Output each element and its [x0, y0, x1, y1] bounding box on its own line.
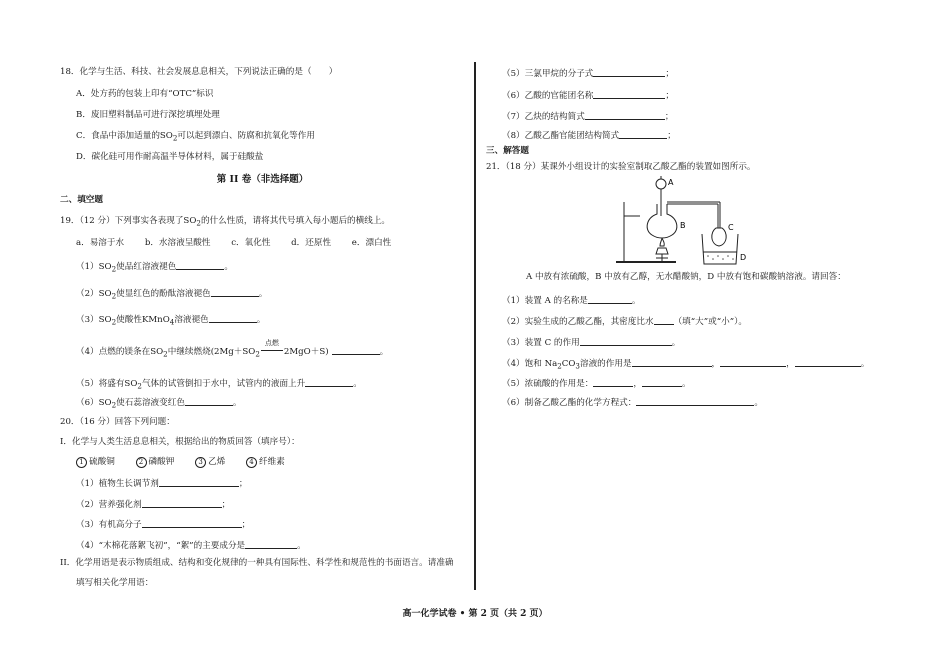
answer-blank[interactable]: [305, 377, 353, 387]
q21-s6: （6）制备乙酸乙酯的化学方程式： 。: [502, 398, 763, 408]
answer-blank[interactable]: [619, 129, 667, 139]
q20-item: 4 纤维素: [246, 457, 285, 467]
label-c: C: [728, 223, 734, 232]
q20-item: 2 磷酸钾: [136, 457, 175, 467]
answer-blank[interactable]: [588, 294, 632, 304]
q20-part1: I．化学与人类生活息息相关，根据给出的物质回答（填序号）：: [60, 437, 300, 447]
answer-blank[interactable]: [642, 377, 682, 387]
heading-fill-blank: 二、填空题: [60, 195, 103, 205]
q21-s2: （2）实验生成的乙酸乙酯，其密度比水 （填“大”或“小”）。: [502, 317, 747, 327]
q19-options: [76, 238, 409, 249]
apparatus-diagram: [616, 172, 756, 268]
q20-part2-line2: 填写相关化学用语：: [76, 578, 154, 588]
q19-stem: 19．（12 分）下列事实各表现了$SO_2$的什么性质，请将其代号填入每小题后的横线上。: [60, 216, 391, 228]
q19-option: d．还原性: [291, 238, 332, 248]
answer-blank[interactable]: [176, 260, 224, 270]
answer-blank[interactable]: [720, 357, 786, 367]
q19-option: e．漂白性: [351, 238, 392, 248]
q20-s8: （8）乙酸乙酯官能团结构简式 ；: [502, 131, 676, 141]
q21-s1: （1）装置 A 的名称是 。: [502, 296, 641, 306]
section2-title: 第 II 卷（非选择题）: [216, 174, 309, 185]
q19-s5: （5）将盛有$SO_2$气体的试管倒扣于水中，试管内的液面上升 。: [76, 379, 362, 391]
answer-blank[interactable]: [632, 357, 712, 367]
answer-blank[interactable]: [585, 110, 665, 120]
q20-item: 1 硫酸铜: [76, 457, 115, 467]
q20-items: [76, 457, 303, 468]
answer-blank[interactable]: [142, 518, 242, 528]
q18-option-a: A．处方药的包装上印有“OTC”标识: [76, 89, 214, 99]
answer-blank[interactable]: [580, 336, 672, 346]
answer-blank[interactable]: [593, 377, 633, 387]
q19-s3: $(3)SO_2$使酸性KMnO$_4$溶液褪色 。: [76, 315, 266, 327]
q19-s4: （4）点燃的镁条在$SO_2$中继续燃烧($2Mg+SO_2$ 点燃 2MgO＋S) 。: [76, 339, 389, 359]
q20-item: 3 乙烯: [195, 457, 225, 467]
reaction-condition-arrow: 点燃: [260, 347, 284, 358]
q19-s1: $(1)SO_2$使品红溶液褪色 。: [76, 262, 233, 274]
q20-s5: （5）三氯甲烷的分子式 ；: [502, 69, 675, 79]
answer-blank[interactable]: [142, 498, 222, 508]
q18-stem: 18．化学与生活、科技、社会发展息息相关，下列说法正确的是（ ）: [60, 67, 338, 77]
answer-blank[interactable]: [245, 539, 297, 549]
q20-s6: （6）乙酸的官能团名称 ；: [502, 91, 675, 101]
q21-stem: 21．（18 分）某课外小组设计的实验室制取乙酸乙酯的装置如图所示。: [486, 162, 756, 172]
q20-stem: 20．（16 分）回答下列问题：: [60, 417, 175, 427]
q19-s6: $(6)SO_2$使石蕊溶液变红色 。: [76, 398, 242, 410]
q18-option-b: B．废旧塑料制品可进行深挖填埋处理: [76, 110, 220, 120]
column-divider: [474, 62, 476, 590]
page-footer: 高一化学试卷 • 第 2 页（共 2 页）: [402, 609, 548, 619]
answer-blank[interactable]: [209, 313, 257, 323]
answer-blank[interactable]: [795, 357, 861, 367]
q19-option: c．氧化性: [231, 238, 271, 248]
q19-option: b．水溶液呈酸性: [144, 238, 211, 248]
q20-part2-line1: II．化学用语是表示物质组成、结构和变化规律的一种具有国际性、科学性和规范性的书面语言。请准确: [60, 558, 454, 568]
q18-option-c: C．食品中添加适量的$SO_2$可以起到漂白、防腐和抗氧化等作用: [76, 131, 315, 143]
q21-s5: （5）浓硫酸的作用是： ， 。: [502, 379, 691, 389]
label-b: B: [680, 221, 686, 230]
answer-blank[interactable]: [332, 345, 380, 355]
answer-blank[interactable]: [211, 287, 259, 297]
q20-s1: （1）植物生长调节剂 ；: [76, 479, 248, 489]
answer-blank[interactable]: [654, 315, 674, 325]
answer-blank[interactable]: [185, 396, 233, 406]
q19-option: a．易溶于水: [76, 238, 125, 248]
q20-s4: （4）“木棉花落絮飞初”，“絮”的主要成分是 。: [76, 541, 306, 551]
label-a: A: [668, 178, 674, 187]
q21-s3: （3）装置 C 的作用 。: [502, 338, 681, 348]
label-d: D: [740, 253, 747, 262]
q21-description: A 中放有浓硫酸，B 中放有乙醇，无水醋酸钠，D 中放有饱和碳酸钠溶液。请回答：: [526, 272, 846, 282]
q20-s3: （3）有机高分子 ；: [76, 520, 251, 530]
heading-answer: 三、解答题: [486, 146, 529, 156]
answer-blank[interactable]: [159, 477, 239, 487]
answer-blank[interactable]: [593, 67, 665, 77]
q18-option-d: D．碳化硅可用作耐高温半导体材料，属于硅酸盐: [76, 152, 264, 162]
answer-blank[interactable]: [593, 89, 665, 99]
q21-s4: （4）饱和 $Na_2CO_3$溶液的作用是 ， ， 。: [502, 359, 870, 371]
q20-s2: （2）营养强化剂 ；: [76, 500, 231, 510]
q20-s7: （7）乙炔的结构简式 ；: [502, 112, 674, 122]
q19-s2: $(2)SO_2$使显红色的酚酞溶液褪色 。: [76, 289, 268, 301]
answer-blank[interactable]: [636, 396, 754, 406]
